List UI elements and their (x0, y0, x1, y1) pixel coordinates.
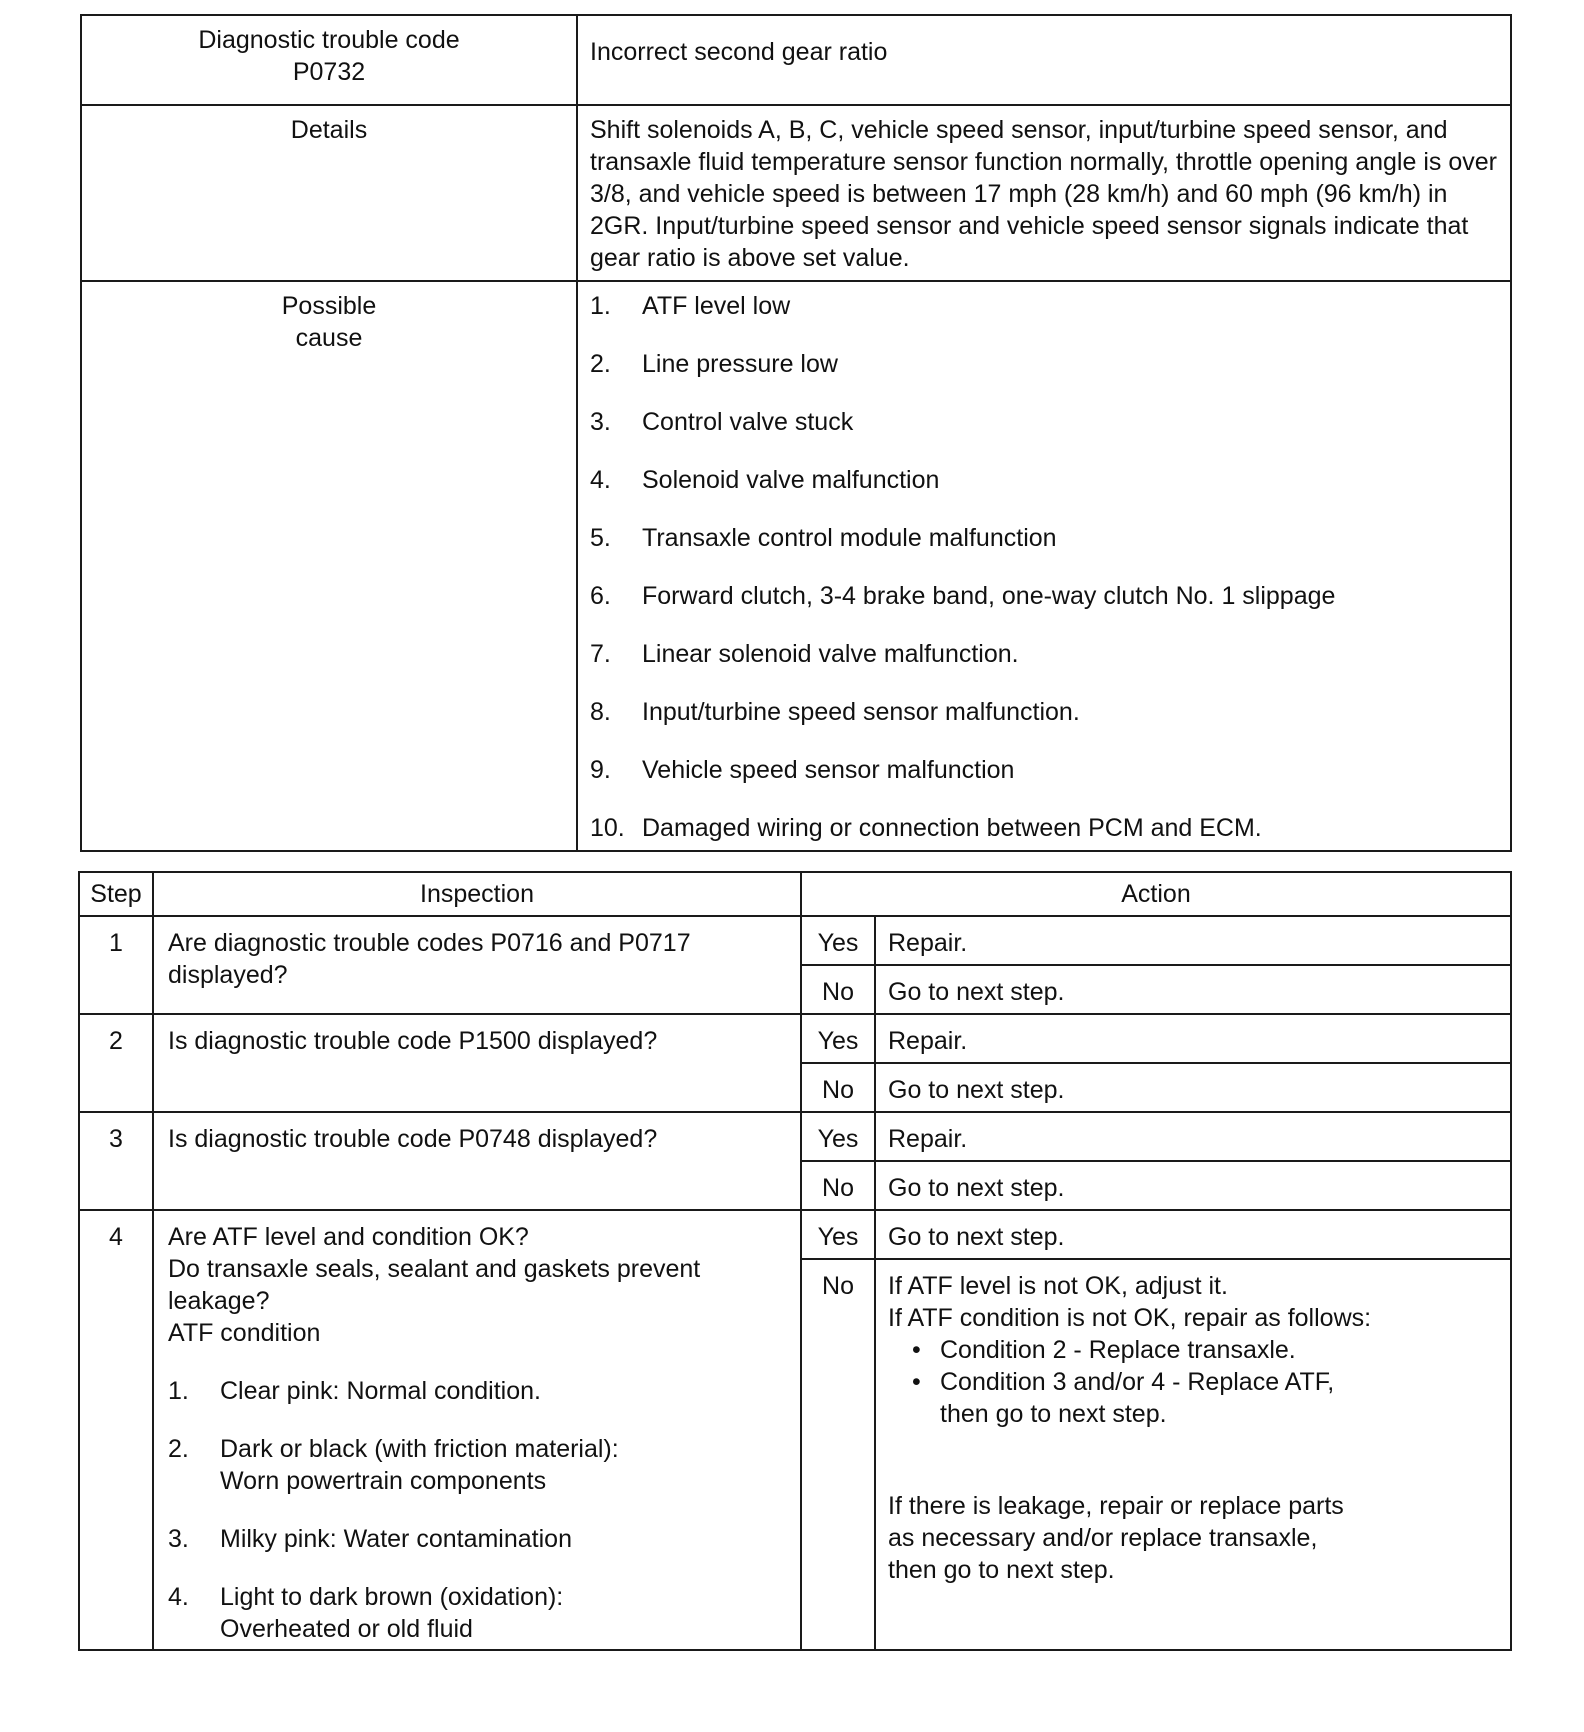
cause-number: 9. (590, 756, 611, 784)
yes-action: Repair. (875, 916, 1511, 965)
step-row (79, 1014, 1511, 1063)
repair-bullet-continuation: then go to next step. (940, 1400, 1167, 1428)
step-row (79, 1112, 1511, 1161)
inspection-text: Are diagnostic trouble codes P0716 and P0717 displayed? (153, 916, 801, 1014)
atf-condition-item (168, 1523, 788, 1555)
atf-condition-item (168, 1433, 788, 1497)
no-label: No (801, 1259, 875, 1650)
yes-label: Yes (801, 1014, 875, 1063)
cause-item (590, 290, 1498, 322)
inspection-cell-step4 (153, 1210, 801, 1650)
cause-item (590, 696, 1498, 728)
inspection-question-leakage: Do transaxle seals, sealant and gaskets prevent leakage? (168, 1255, 701, 1315)
cause-text: Linear solenoid valve malfunction. (642, 640, 1019, 668)
atf-condition-list (168, 1375, 788, 1645)
cause-item (590, 464, 1498, 496)
no-label: No (801, 1063, 875, 1112)
atf-condition-number: 1. (168, 1377, 189, 1405)
step-row (79, 916, 1511, 965)
atf-condition-number: 2. (168, 1435, 189, 1463)
cause-text: Damaged wiring or connection between PCM and ECM. (642, 814, 1262, 842)
cause-item (590, 406, 1498, 438)
atf-condition-text: Light to dark brown (oxidation): (220, 1583, 564, 1611)
atf-condition-number: 3. (168, 1525, 189, 1553)
cause-number: 1. (590, 292, 611, 320)
cause-text: Vehicle speed sensor malfunction (642, 756, 1015, 784)
no-action-cell-step4 (875, 1259, 1511, 1650)
code-label-cell (81, 15, 577, 105)
atf-condition-item (168, 1581, 788, 1645)
yes-action: Repair. (875, 1112, 1511, 1161)
yes-action: Repair. (875, 1014, 1511, 1063)
cause-list-cell (577, 281, 1511, 851)
repair-bullet-text: Condition 3 and/or 4 - Replace ATF, (940, 1368, 1335, 1396)
leakage-line: If there is leakage, repair or replace parts (888, 1492, 1344, 1520)
action-column-header: Action (801, 872, 1511, 916)
yes-label: Yes (801, 1210, 875, 1259)
cause-number: 8. (590, 698, 611, 726)
step-row (79, 1210, 1511, 1259)
trouble-code-info-table (80, 14, 1512, 852)
repair-bullet-list (888, 1334, 1498, 1430)
diagnostic-steps-table (78, 871, 1512, 1651)
step-number: 1 (79, 916, 153, 1014)
cause-number: 4. (590, 466, 611, 494)
yes-action: Go to next step. (875, 1210, 1511, 1259)
step-number: 3 (79, 1112, 153, 1210)
cause-text: Forward clutch, 3-4 brake band, one-way clutch No. 1 slippage (642, 582, 1336, 610)
cause-text: Input/turbine speed sensor malfunction. (642, 698, 1080, 726)
yes-label: Yes (801, 1112, 875, 1161)
cause-text: Transaxle control module malfunction (642, 524, 1057, 552)
cause-number: 5. (590, 524, 611, 552)
bullet-icon: • (912, 1368, 921, 1396)
details-label: Details (81, 105, 577, 281)
cause-item (590, 812, 1498, 844)
no-label: No (801, 965, 875, 1014)
cause-item (590, 522, 1498, 554)
repair-bullet-item (912, 1366, 1498, 1430)
no-label: No (801, 1161, 875, 1210)
atf-condition-item (168, 1375, 788, 1407)
repair-bullet-text: Condition 2 - Replace transaxle. (940, 1336, 1296, 1364)
no-action: Go to next step. (875, 965, 1511, 1014)
cause-number: 3. (590, 408, 611, 436)
cause-text: ATF level low (642, 292, 791, 320)
leakage-instructions (888, 1490, 1498, 1586)
atf-condition-number: 4. (168, 1583, 189, 1611)
step-column-header: Step (79, 872, 153, 916)
atf-condition-text: Dark or black (with friction material): (220, 1435, 619, 1463)
atf-condition-heading: ATF condition (168, 1319, 321, 1347)
repair-bullet-item (912, 1334, 1498, 1366)
cause-text: Control valve stuck (642, 408, 854, 436)
cause-number: 2. (590, 350, 611, 378)
cause-row (81, 281, 1511, 851)
cause-text: Solenoid valve malfunction (642, 466, 940, 494)
inspection-column-header: Inspection (153, 872, 801, 916)
atf-condition-meaning: Overheated or old fluid (220, 1615, 473, 1643)
step-number: 4 (79, 1210, 153, 1650)
bullet-icon: • (912, 1336, 921, 1364)
cause-number: 10. (590, 814, 625, 842)
step-number: 2 (79, 1014, 153, 1112)
inspection-question-atf: Are ATF level and condition OK? (168, 1223, 529, 1251)
no-action-adjust: If ATF level is not OK, adjust it. (888, 1272, 1228, 1300)
code-number: P0732 (292, 58, 366, 86)
atf-condition-text: Milky pink: Water contamination (220, 1525, 572, 1553)
no-action: Go to next step. (875, 1063, 1511, 1112)
steps-header-row (79, 872, 1511, 916)
atf-condition-meaning: Worn powertrain components (220, 1467, 547, 1495)
leakage-line: as necessary and/or replace transaxle, (888, 1524, 1318, 1552)
inspection-text: Is diagnostic trouble code P1500 displayed? (153, 1014, 801, 1112)
cause-label-line2: cause (295, 324, 363, 352)
cause-label-line1: Possible (281, 292, 377, 320)
cause-text: Line pressure low (642, 350, 838, 378)
code-value: Incorrect second gear ratio (577, 15, 1511, 105)
code-row (81, 15, 1511, 105)
leakage-line: then go to next step. (888, 1556, 1115, 1584)
details-row (81, 105, 1511, 281)
inspection-text: Is diagnostic trouble code P0748 displayed? (153, 1112, 801, 1210)
cause-item (590, 348, 1498, 380)
code-label: Diagnostic trouble code (198, 26, 460, 54)
no-action: Go to next step. (875, 1161, 1511, 1210)
cause-number: 6. (590, 582, 611, 610)
possible-cause-list (590, 290, 1498, 844)
cause-item (590, 638, 1498, 670)
no-action-repair-intro: If ATF condition is not OK, repair as follows: (888, 1304, 1372, 1332)
atf-condition-text: Clear pink: Normal condition. (220, 1377, 541, 1405)
cause-label-cell (81, 281, 577, 851)
cause-item (590, 580, 1498, 612)
cause-item (590, 754, 1498, 786)
cause-number: 7. (590, 640, 611, 668)
yes-label: Yes (801, 916, 875, 965)
details-value: Shift solenoids A, B, C, vehicle speed sensor, input/turbine speed sensor, and transaxle fluid temperature sensor function normally, throttle opening angle is over 3/8, and vehicle speed is between 17 mph (28 km/h) and 60 mph (96 km/h) in 2GR. Input/turbine speed sensor and vehicle speed sensor signals indicate that gear ratio is above set value. (577, 105, 1511, 281)
